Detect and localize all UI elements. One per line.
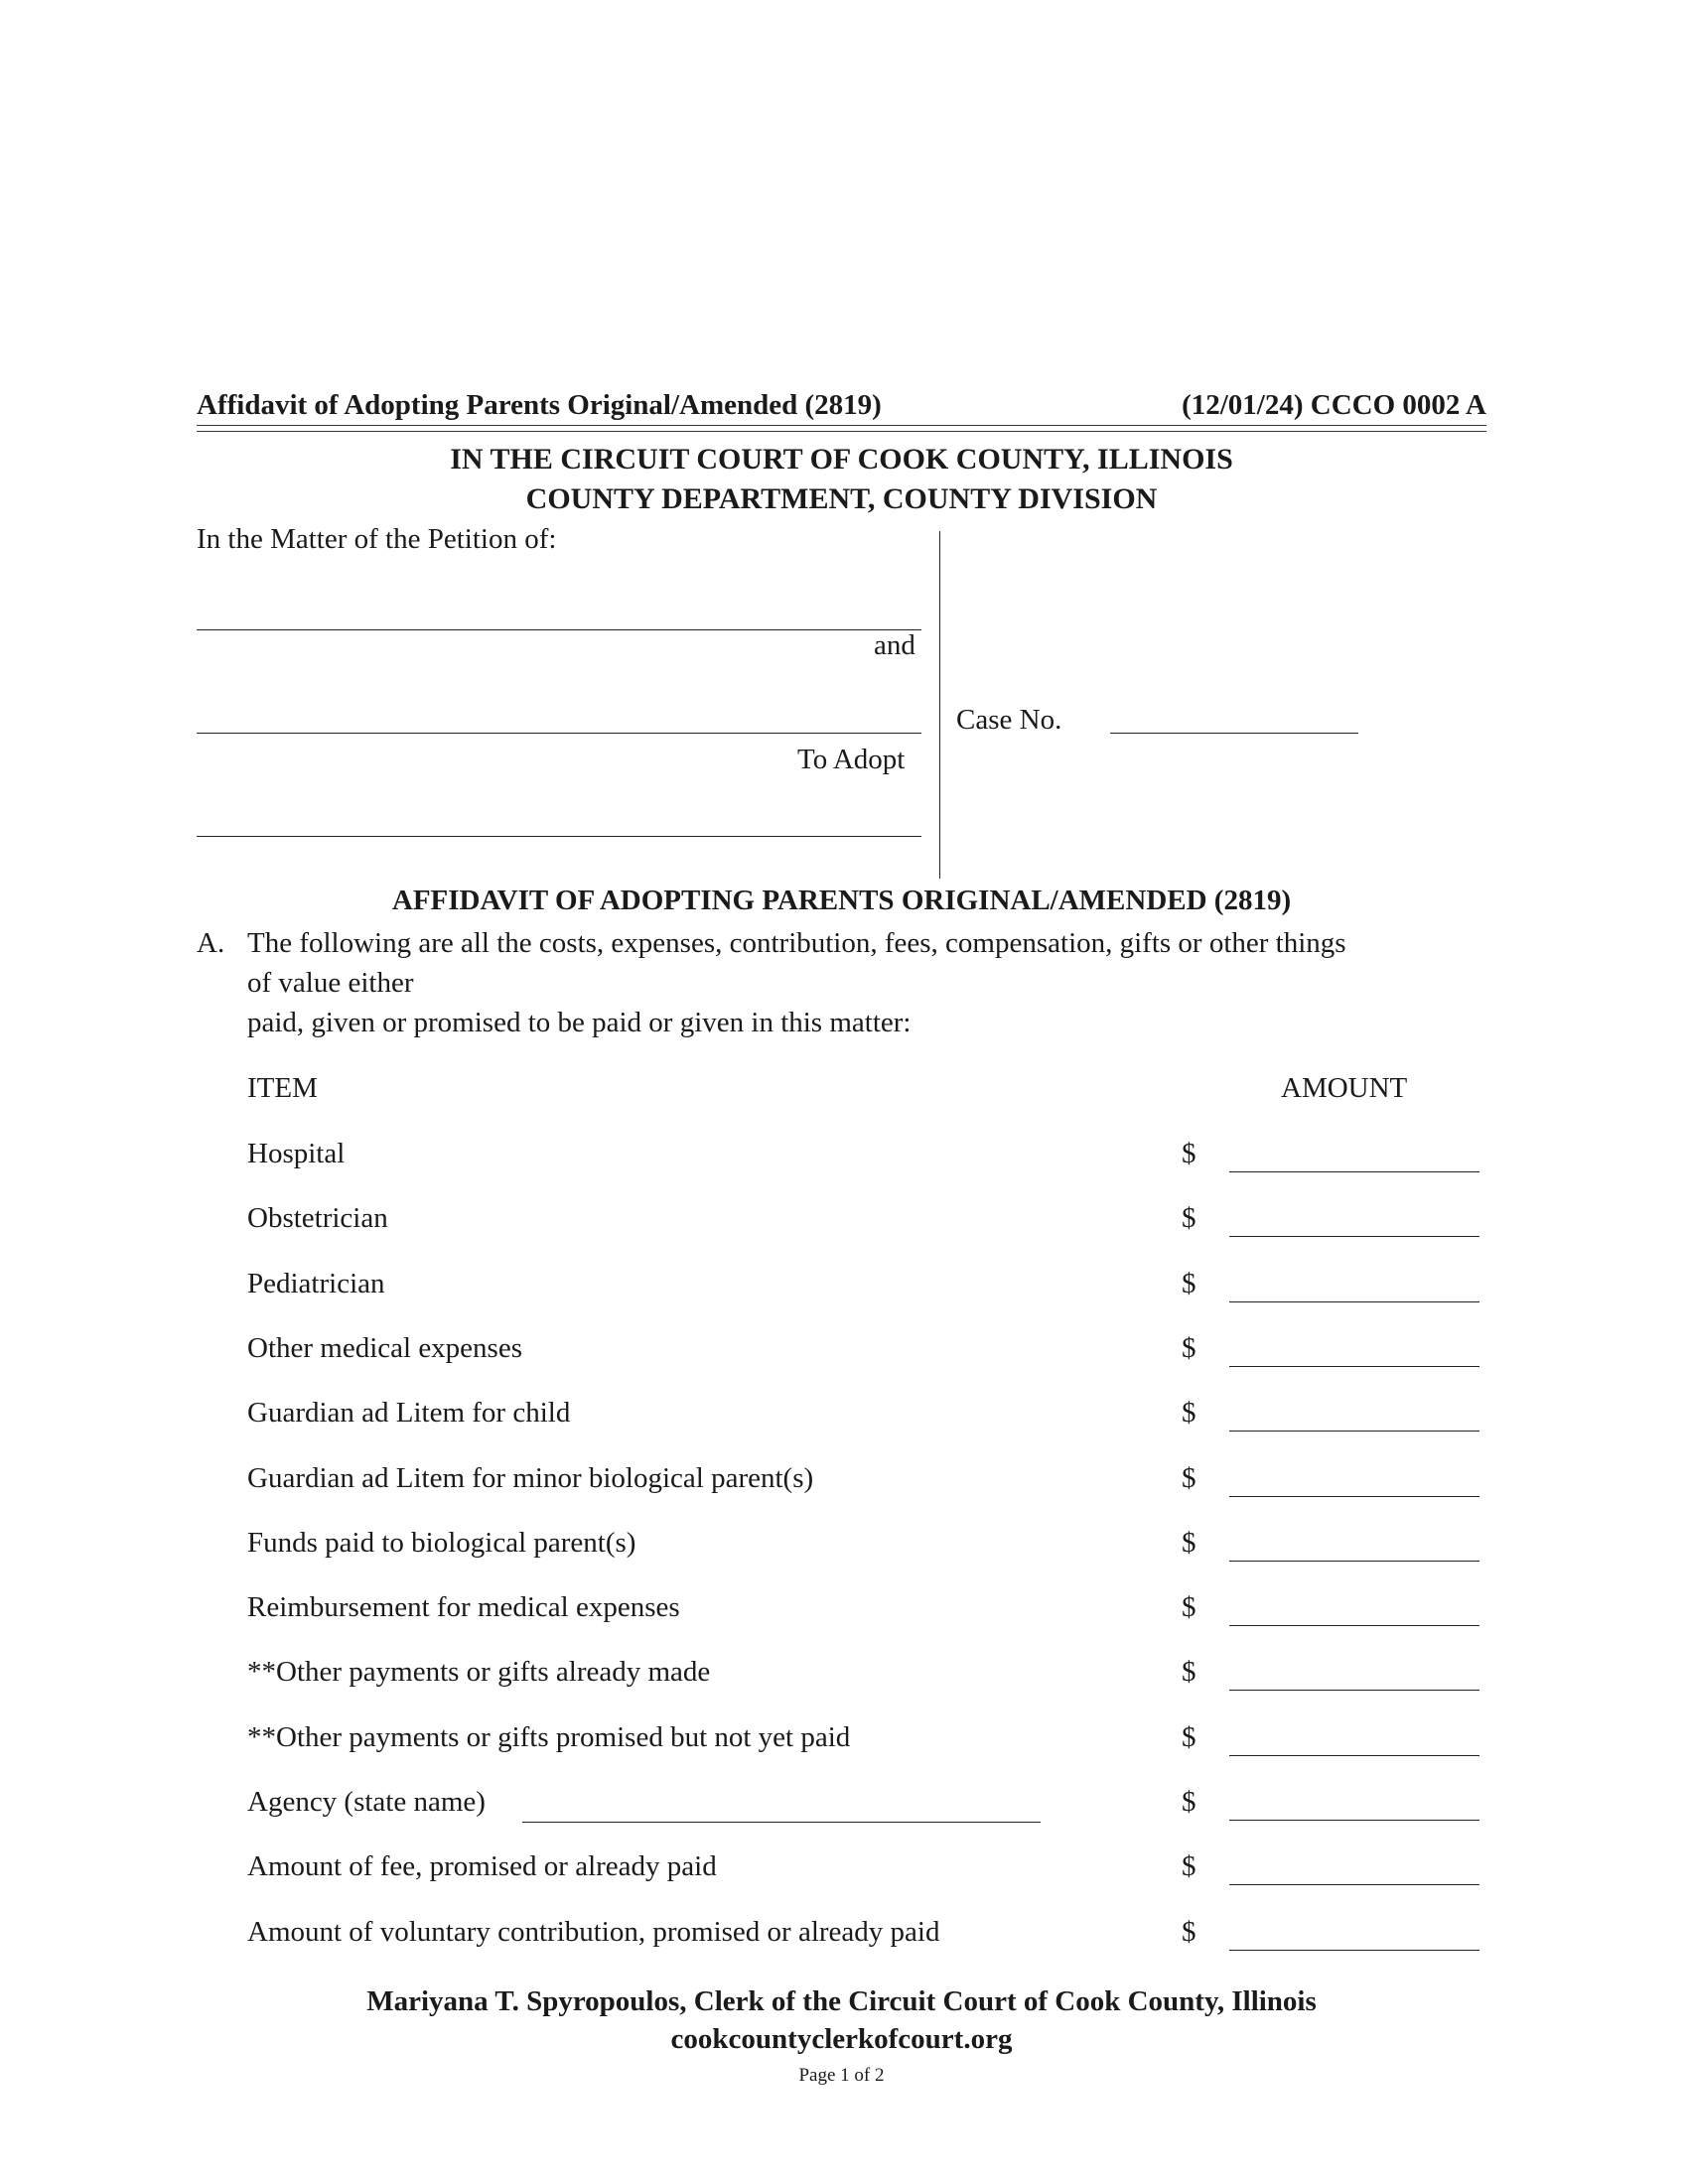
website-footer: cookcountyclerkofcourt.org bbox=[670, 2023, 1013, 2055]
amount-line[interactable] bbox=[1229, 1171, 1479, 1172]
agency-name-line[interactable] bbox=[522, 1822, 1041, 1823]
amount-line[interactable] bbox=[1229, 1884, 1479, 1885]
amount-line[interactable] bbox=[1229, 1950, 1479, 1951]
court-name: IN THE CIRCUIT COURT OF COOK COUNTY, ILLINOIS bbox=[450, 443, 1233, 476]
item-label: Obstetrician bbox=[247, 1202, 388, 1234]
item-label: **Other payments or gifts promised but not yet paid bbox=[247, 1721, 851, 1753]
item-label: Pediatrician bbox=[247, 1268, 385, 1299]
dollar-sign: $ bbox=[1182, 1332, 1196, 1364]
item-label: Guardian ad Litem for minor biological parent(s) bbox=[247, 1462, 814, 1494]
amount-line[interactable] bbox=[1229, 1366, 1479, 1367]
amount-line[interactable] bbox=[1229, 1431, 1479, 1432]
item-label: Reimbursement for medical expenses bbox=[247, 1591, 680, 1623]
amount-line[interactable] bbox=[1229, 1755, 1479, 1756]
clerk-footer: Mariyana T. Spyropoulos, Clerk of the Circuit Court of Cook County, Illinois bbox=[366, 1985, 1317, 2017]
dollar-sign: $ bbox=[1182, 1527, 1196, 1559]
dollar-sign: $ bbox=[1182, 1462, 1196, 1494]
amount-line[interactable] bbox=[1229, 1690, 1479, 1691]
dollar-sign: $ bbox=[1182, 1202, 1196, 1234]
item-header: ITEM bbox=[247, 1072, 318, 1104]
and-label: and bbox=[874, 629, 915, 661]
item-label: Other medical expenses bbox=[247, 1332, 523, 1364]
dollar-sign: $ bbox=[1182, 1916, 1196, 1948]
item-label: Amount of fee, promised or already paid bbox=[247, 1850, 717, 1882]
amount-line[interactable] bbox=[1229, 1496, 1479, 1497]
header-rule-bottom bbox=[197, 431, 1486, 432]
amount-header: AMOUNT bbox=[1281, 1072, 1408, 1104]
section-text-line3: paid, given or promised to be paid or given in this matter: bbox=[247, 1007, 912, 1038]
amount-line[interactable] bbox=[1229, 1820, 1479, 1821]
affidavit-title: AFFIDAVIT OF ADOPTING PARENTS ORIGINAL/AMENDED (2819) bbox=[391, 885, 1292, 916]
section-text-line2: of value either bbox=[247, 967, 414, 999]
item-label: Funds paid to biological parent(s) bbox=[247, 1527, 636, 1559]
dollar-sign: $ bbox=[1182, 1138, 1196, 1169]
dollar-sign: $ bbox=[1182, 1656, 1196, 1688]
form-code: (12/01/24) CCCO 0002 A bbox=[1182, 389, 1486, 421]
dollar-sign: $ bbox=[1182, 1721, 1196, 1753]
header-rule-top bbox=[197, 425, 1486, 426]
form-title: Affidavit of Adopting Parents Original/Amended (2819) bbox=[197, 389, 882, 421]
page-number: Page 1 of 2 bbox=[798, 2065, 885, 2086]
amount-line[interactable] bbox=[1229, 1236, 1479, 1237]
section-text-line1: The following are all the costs, expenses, contribution, fees, compensation, gifts or other things bbox=[247, 927, 1346, 959]
court-division: COUNTY DEPARTMENT, COUNTY DIVISION bbox=[525, 482, 1158, 515]
co-petitioner-name-line[interactable] bbox=[197, 733, 921, 734]
amount-line[interactable] bbox=[1229, 1561, 1479, 1562]
case-no-label: Case No. bbox=[956, 704, 1062, 736]
caption-divider bbox=[939, 531, 940, 879]
dollar-sign: $ bbox=[1182, 1397, 1196, 1429]
item-label: Hospital bbox=[247, 1138, 346, 1169]
dollar-sign: $ bbox=[1182, 1268, 1196, 1299]
item-label: Guardian ad Litem for child bbox=[247, 1397, 571, 1429]
section-letter: A. bbox=[197, 927, 225, 959]
case-no-line[interactable] bbox=[1110, 733, 1358, 734]
amount-line[interactable] bbox=[1229, 1625, 1479, 1626]
to-adopt-label: To Adopt bbox=[797, 744, 906, 775]
petitioner-name-line[interactable] bbox=[197, 629, 921, 630]
matter-label: In the Matter of the Petition of: bbox=[197, 523, 557, 555]
dollar-sign: $ bbox=[1182, 1850, 1196, 1882]
amount-line[interactable] bbox=[1229, 1301, 1479, 1302]
item-label: Amount of voluntary contribution, promised or already paid bbox=[247, 1916, 940, 1948]
item-label: Agency (state name) bbox=[247, 1786, 486, 1818]
item-label: **Other payments or gifts already made bbox=[247, 1656, 711, 1688]
adoptee-name-line[interactable] bbox=[197, 836, 921, 837]
dollar-sign: $ bbox=[1182, 1591, 1196, 1623]
dollar-sign: $ bbox=[1182, 1786, 1196, 1818]
